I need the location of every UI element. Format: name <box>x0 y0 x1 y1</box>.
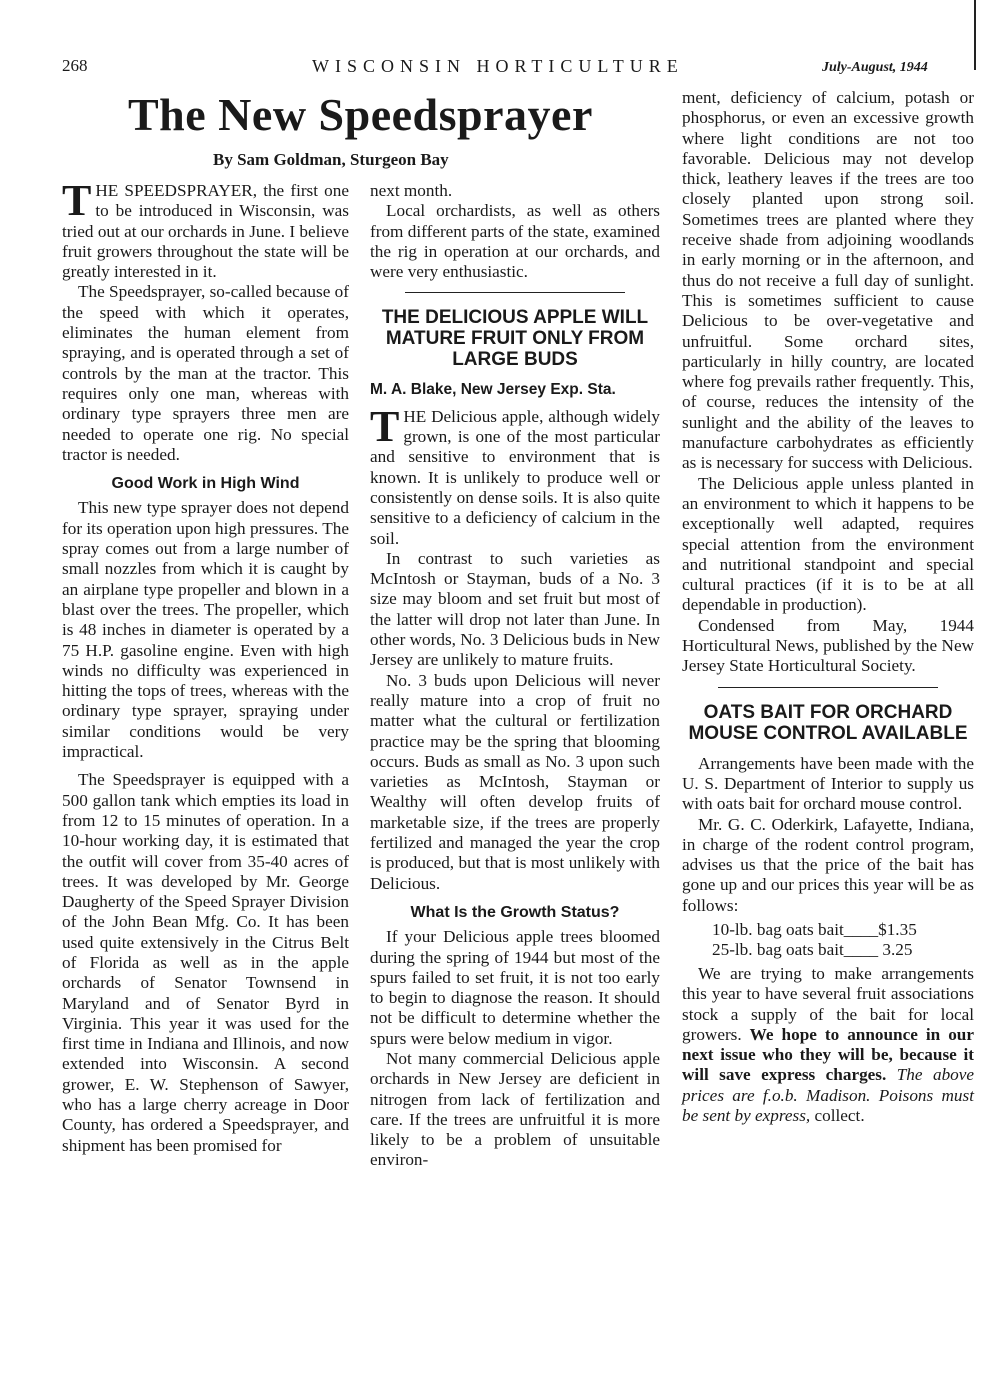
issue-date: July-August, 1944 <box>822 60 928 75</box>
page-number: 268 <box>62 56 88 75</box>
paragraph: The Delicious apple unless planted in an environment to which it happens to be exceptionally well adapted, requires special attention from the environment and nutritional standpoint and special cultural practices (if it is to be at all dependable in production). <box>682 473 974 615</box>
column-3 <box>682 88 974 1126</box>
price-item: 25-lb. bag oats bait____ 3.25 <box>712 939 913 959</box>
divider <box>718 687 938 688</box>
paragraph: If your Delicious apple trees bloomed during the spring of 1944 but most of the spurs failed to set fruit, it is not too early to begin to diagnose the reason. It should not be difficult to determine whether the spurs were below medium in vigor. <box>370 927 660 1048</box>
paragraph: The Speedsprayer is equipped with a 500 gallon tank which empties its load in from 12 to 15 minutes of operation. In a 10-hour working day, it is estimated that the outfit will cover from 35-40 acres of trees. It was developed by Mr. George Daugherty of the Speed Sprayer Division of the John Bean Mfg. Co. It has been used quite extensively in the Citrus Belt of Florida as well as in the apple orchards of Senator Townsend in Maryland and of Senator Byrd in Virginia. This year it was used for the first time in Indiana and Illinois, and now extended into Wisconsin. A second grower, E. W. Stephenson of Sawyer, who has a large cherry acreage in Door County, has ordered a Speedsprayer, and shipment has been promised for <box>62 770 349 1155</box>
paragraph: No. 3 buds upon Delicious will never really mature into a crop of fruit no matter what the cultural or fertilization practice may be the spring that blooming occurs. Buds as small as No. 3 upon such varieties as McIntosh, Stayman or Wealthy will often develop fruits of marketable size, if the trees are properly fertilized and managed the year the crop is produced, but that is most unlikely with Delicious. <box>370 670 660 893</box>
paragraph: Not many commercial Delicious apple orchards in New Jersey are deficient in nitrogen from lack of fertilization and care. If the trees are unfruitful it is more likely to be a problem of unsuitable environ- <box>370 1048 660 1170</box>
paragraph: ment, deficiency of calcium, potash or phosphorus, or even an excessive growth where light conditions are not too favorable. Delicious may not develop thick, leathery leaves if the trees are too closely planted upon strong soil. Sometimes trees are planted where they receive shade from adjoining woodlands in early morning or in the afternoon, and thus do not receive a full day of sunlight. This is sometimes sufficient to cause Delicious to be over-vegetative and unfruitful. Some orchard sites, particularly in hilly country, are located where fog prevails rather frequently. This, of course, reduces the intensity of the sunlight and the ability of the leaves to manufacture carbohydrates as efficiently as is necessary for success with Delicious. <box>682 88 974 473</box>
headline: THE DELICIOUS APPLE WILL MATURE FRUIT ONLY FROM LARGE BUDS <box>381 307 649 371</box>
paragraph: This new type sprayer does not depend for its operation upon high pressures. The spray comes out from a large number of small nozzles from which it is caught by an airplane type propeller and blown in a blast over the trees. The propeller, which is 48 inches in diameter is operated by a 75 H.P. gasoline engine. Even with high winds no difficulty was experienced in hitting the tops of trees, whereas with the ordinary type sprayer, spraying under similar conditions would be very impractical. <box>62 498 349 762</box>
byline: M. A. Blake, New Jersey Exp. Sta. <box>370 381 616 399</box>
subheading: Good Work in High Wind <box>111 475 300 493</box>
paragraph: Arrangements have been made with the U. S. Department of Interior to supply us with oats bait for orchard mouse control. <box>682 753 974 814</box>
paragraph: The Speedsprayer, so-called because of the speed with which it operates, eliminates the human element from spraying, and is operated through a set of controls by the man at the tractor. This requires only one man, whereas with ordinary type sprayers three men are needed to operate one rig. No special tractor is needed. <box>62 282 349 464</box>
price-list <box>712 920 974 960</box>
vertical-rule <box>974 0 976 70</box>
subheading: What Is the Growth Status? <box>410 903 620 921</box>
masthead: WISCONSIN HORTICULTURE <box>312 56 684 76</box>
paragraph: THE SPEEDSPRAYER, the first one to be introduced in Wisconsin, was tried out at our orchards in June. I believe fruit growers throughout the state will be greatly interested in it. <box>62 176 349 282</box>
column-2 <box>370 181 660 1171</box>
paragraph: Mr. G. C. Oderkirk, Lafayette, Indiana, in charge of the rodent control program, advises us that the price of the bait has gone up and our prices this year will be as follows: <box>682 814 974 915</box>
paragraph: Local orchardists, as well as others from different parts of the state, examined the rig in operation at our orchards, and were very enthusiastic. <box>370 201 660 282</box>
paragraph: Condensed from May, 1944 Horticultural News, published by the New Jersey State Horticultural Society. <box>682 615 974 676</box>
paragraph: next month. <box>370 181 453 200</box>
article-byline: By Sam Goldman, Sturgeon Bay <box>213 150 449 169</box>
column-1 <box>62 176 349 1156</box>
price-item: 10-lb. bag oats bait____$1.35 <box>712 919 917 939</box>
divider <box>405 292 625 293</box>
paragraph: We are trying to make arrangements this year to have several fruit associations stock a supply of the bait for local growers. We hope to announce in our next issue who they will be, because it will save express charges. The above prices are f.o.b. Madison. Poisons must be sent by express, collect. <box>682 963 975 1126</box>
paragraph: In contrast to such varieties as McIntosh or Stayman, buds of a No. 3 size may bloom and set fruit but most of the latter will drop not later than June. In other words, No. 3 Delicious buds in New Jersey are unlikely to mature fruits. <box>370 548 660 670</box>
paragraph: THE Delicious apple, although widely grown, is one of the most particular and sensitive to environment that is known. It is unlikely to produce well or consistently on dense soils. It is also quite sensitive to a deficiency of calcium in the soil. <box>370 401 660 548</box>
headline: OATS BAIT FOR ORCHARD MOUSE CONTROL AVAILABLE <box>688 701 968 744</box>
article-title: The New Speedsprayer <box>128 89 593 140</box>
drop-cap: T <box>370 401 400 451</box>
drop-cap: T <box>62 176 92 225</box>
